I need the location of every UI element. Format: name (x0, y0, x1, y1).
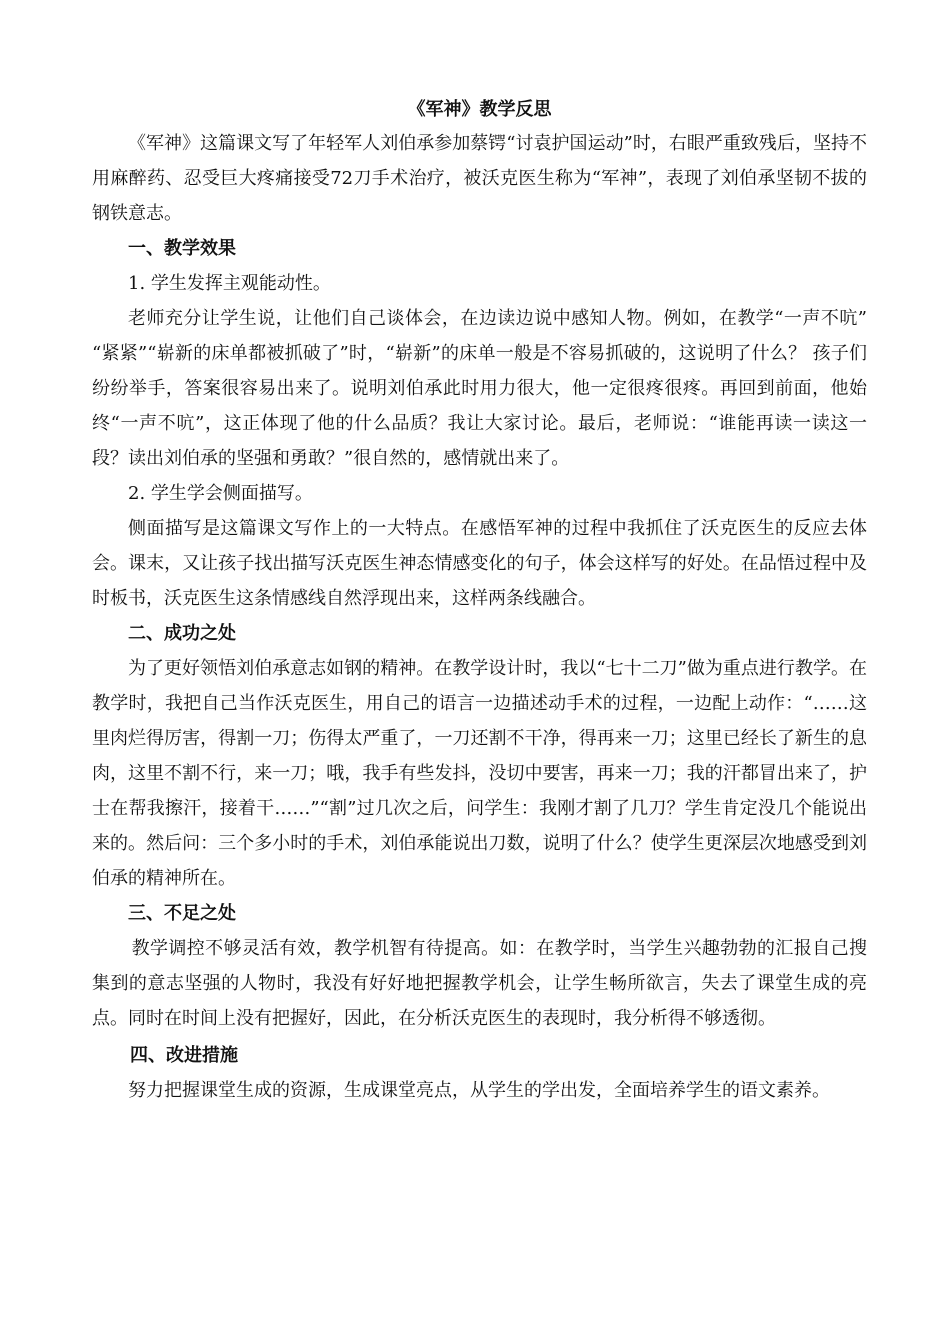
paragraph-shortcomings: 教学调控不够灵活有效，教学机智有待提高。如：在教学时，当学生兴趣勃勃的汇报自己搜集到的意志坚强的人物时，我没有好好地把握教学机会，让学生畅所欲言，失去了课堂生成的亮点。同时在时间上没有把握好，因此，在分析沃克医生的表现时，我分析得不够透彻。 (92, 938, 867, 1029)
section-heading-shortcomings: 三、不足之处 (128, 903, 236, 924)
subheading-initiative: 1. 学生发挥主观能动性。 (128, 273, 331, 294)
paragraph-side-description: 侧面描写是这篇课文写作上的一大特点。在感悟军神的过程中我抓住了沃克医生的反应去体会。课末，又让孩子找出描写沃克医生神态情感变化的句子，体会这样写的好处。在品悟过程中及时板书，沃克医生这条情感线自然浮现出来，这样两条线融合。 (92, 518, 867, 609)
subheading-side-description: 2. 学生学会侧面描写。 (128, 483, 313, 504)
section-heading-improvements: 四、改进措施 (130, 1045, 238, 1066)
section-heading-teaching-effect: 一、教学效果 (128, 238, 236, 259)
document-title: 《军神》教学反思 (407, 99, 552, 120)
intro-paragraph: 《军神》这篇课文写了年轻军人刘伯承参加蔡锷“讨袁护国运动”时，右眼严重致残后，坚持不用麻醉药、忍受巨大疼痛接受72刀手术治疗，被沃克医生称为“军神”，表现了刘伯承坚韧不拔的钢铁意志。 (92, 133, 867, 224)
document-page (92, 94, 867, 1108)
paragraph-improvements: 努力把握课堂生成的资源，生成课堂亮点，从学生的学出发，全面培养学生的语文素养。 (128, 1080, 830, 1101)
paragraph-initiative: 老师充分让学生说，让他们自己谈体会，在边读边说中感知人物。例如，在教学“一声不吭” “紧紧”“崭新的床单都被抓破了”时，“崭新”的床单一般是不容易抓破的，这说明了什么？ 孩子们纷纷举手，答案很容易出来了。说明刘伯承此时用力很大，他一定很疼很疼。再回到前面，他始终“一声不吭”，这正体现了他的什么品质？我让大家讨论。最后，老师说：“谁能再读一读这一段？读出刘伯承的坚强和勇敢？”很自然的，感情就出来了。 (92, 308, 867, 469)
section-heading-successes: 二、成功之处 (128, 623, 236, 644)
paragraph-successes: 为了更好领悟刘伯承意志如钢的精神。在教学设计时，我以“七十二刀”做为重点进行教学。在教学时，我把自己当作沃克医生，用自己的语言一边描述动手术的过程，一边配上动作：“……这里肉烂得厉害，得割一刀；伤得太严重了，一刀还割不干净，得再来一刀；这里已经长了新生的息肉，这里不割不行，来一刀；哦，我手有些发抖，没切中要害，再来一刀；我的汗都冒出来了，护士在帮我擦汗，接着干……”“割”过几次之后，问学生：我刚才割了几刀？学生肯定没几个能说出来的。然后问：三个多小时的手术，刘伯承能说出刀数，说明了什么？使学生更深层次地感受到刘伯承的精神所在。 (92, 658, 867, 889)
